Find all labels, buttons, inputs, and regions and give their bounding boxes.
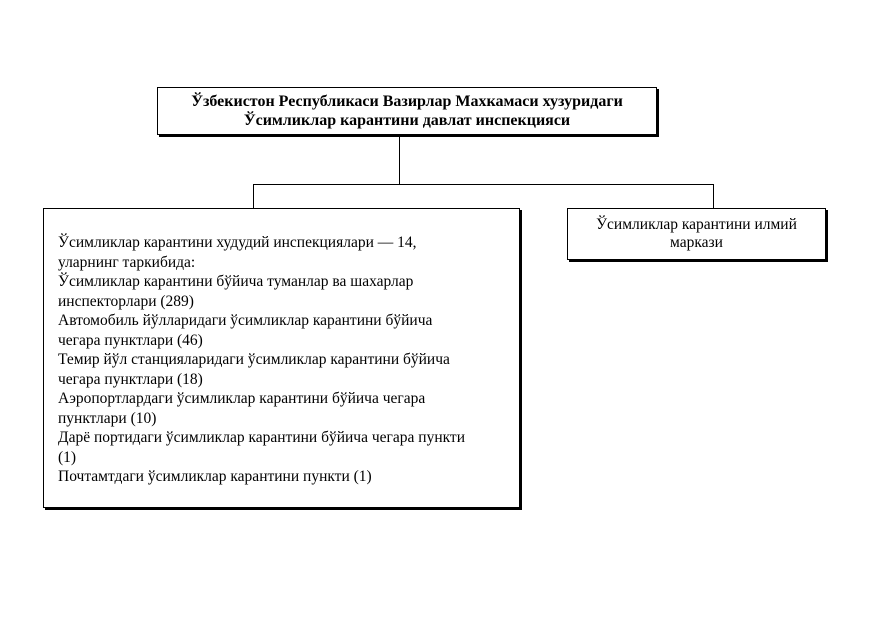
research-center-box: [567, 208, 826, 260]
connector-horizontal: [253, 184, 714, 185]
connector-right-drop: [713, 184, 714, 208]
regional-line: Ўсимликлар карантини худудий инспекциялари — 14,: [58, 234, 417, 251]
regional-line: чегара пунктлари (18): [58, 370, 203, 388]
regional-line: Темир йўл станцияларидаги ўсимликлар карантини бўйича: [58, 351, 450, 368]
inspection-box: [157, 87, 657, 135]
regional-line: чегара пунктлари (46): [58, 331, 203, 349]
research-center-line2: маркази: [670, 234, 723, 251]
regional-inspections-box: [43, 208, 520, 508]
regional-line: инспекторлари (289): [58, 292, 194, 310]
research-center-line1: Ўсимликлар карантини илмий: [596, 216, 797, 233]
regional-line: (1): [58, 448, 77, 466]
regional-line: Аэропортлардаги ўсимликлар карантини бўйича чегара: [58, 390, 426, 407]
inspection-title-line1: Ўзбекистон Республикаси Вазирлар Махкамаси хузуридаги: [191, 93, 623, 110]
connector-left-drop: [253, 184, 254, 208]
connector-vertical-main: [399, 135, 400, 185]
regional-line: Ўсимликлар карантини бўйича туманлар ва шахарлар: [58, 273, 414, 290]
regional-line: пунктлари (10): [58, 409, 157, 427]
regional-line: Автомобиль йўлларидаги ўсимликлар карантини бўйича: [58, 312, 433, 329]
regional-line: Почтамтдаги ўсимликлар карантини пункти (1): [58, 468, 372, 485]
regional-line: уларнинг таркибида:: [58, 253, 196, 271]
regional-line: Дарё портидаги ўсимликлар карантини бўйича чегара пункти: [58, 429, 466, 446]
inspection-title-line2: Ўсимликлар карантини давлат инспекцияси: [243, 112, 571, 129]
